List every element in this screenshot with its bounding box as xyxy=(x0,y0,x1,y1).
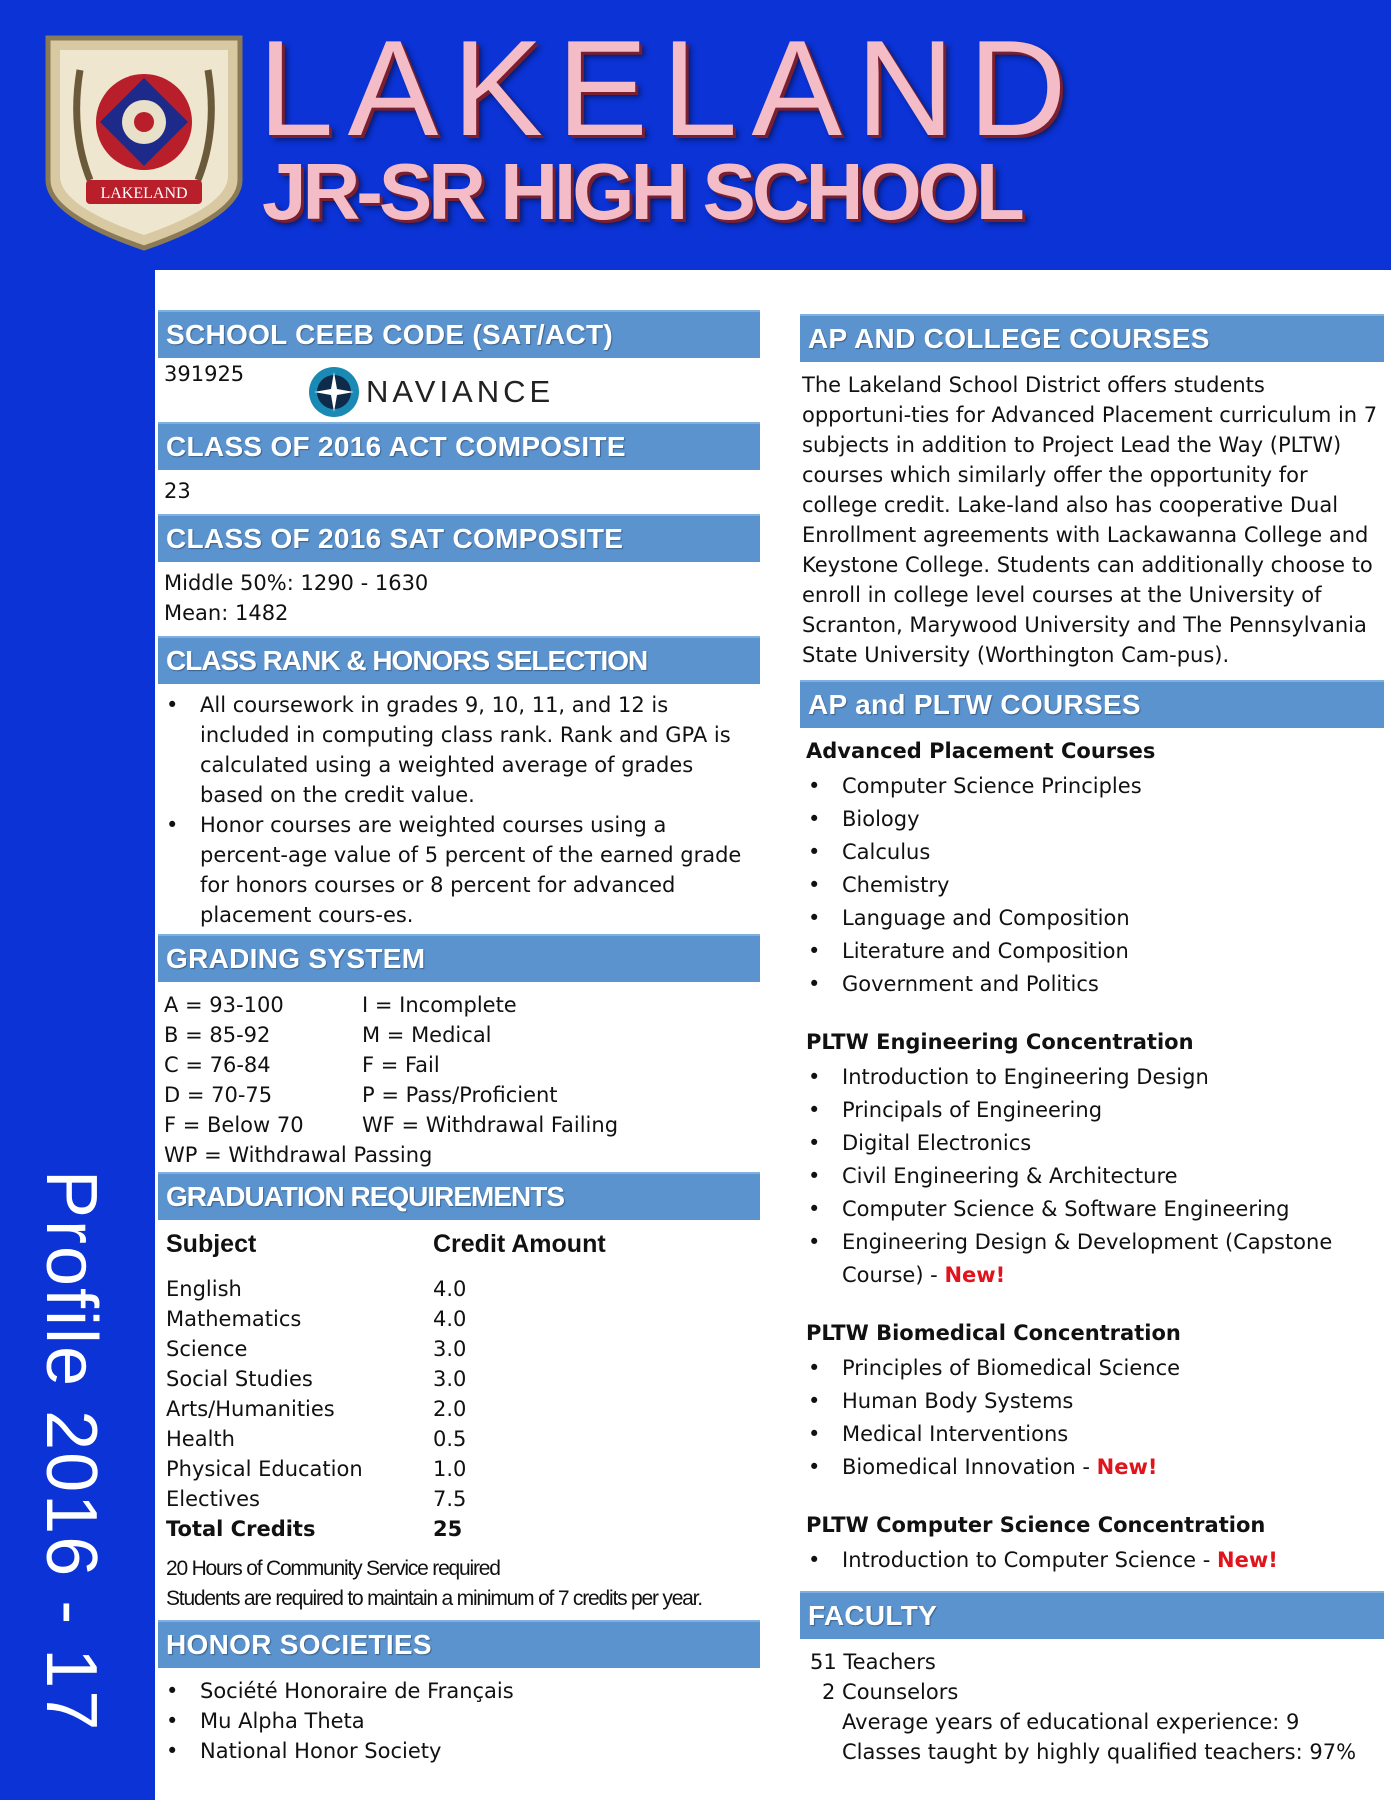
bullet-dot-icon: • xyxy=(808,1197,821,1221)
bullet-dot-icon: • xyxy=(808,1455,821,1479)
graduation-table xyxy=(158,1220,760,1544)
naviance-wordmark: NAVIANCE xyxy=(366,374,555,409)
grading-table xyxy=(158,982,760,1170)
bullet-dot-icon: • xyxy=(808,774,821,798)
table-row: Electives 7.5 xyxy=(166,1487,467,1511)
bullet-dot-icon: • xyxy=(808,873,821,897)
bullet-dot-icon: • xyxy=(808,1389,821,1413)
bullet-dot-icon: • xyxy=(808,1065,821,1089)
course-group-title: Advanced Placement Courses xyxy=(806,739,1156,763)
honor-heading: HONOR SOCIETIES xyxy=(158,1620,760,1668)
course-name: Civil Engineering & Architecture xyxy=(842,1164,1178,1188)
course-name: Calculus xyxy=(842,840,931,864)
bullet-dot-icon: • xyxy=(808,1356,821,1380)
credits-per-year-note: Students are required to maintain a minimum of 7 credits per year. xyxy=(166,1587,702,1610)
table-header xyxy=(166,1230,760,1274)
sat-middle: Middle 50%: 1290 - 1630 xyxy=(164,571,429,595)
list-item xyxy=(800,1418,1384,1451)
list-item xyxy=(800,1193,1384,1226)
list-item xyxy=(800,1226,1384,1292)
school-title: LAKELAND xyxy=(258,12,1081,164)
school-subtitle: JR-SR HIGH SCHOOL xyxy=(262,147,1021,236)
bullet-dot-icon: • xyxy=(808,1164,821,1188)
credit-column-header: Credit Amount xyxy=(433,1230,606,1258)
course-name: Chemistry xyxy=(842,873,950,897)
course-list xyxy=(800,1061,1384,1292)
list-item xyxy=(800,1094,1384,1127)
new-badge: New! xyxy=(1096,1455,1158,1479)
grade-cell: F = Fail xyxy=(362,1053,440,1077)
bullet-dot-icon: • xyxy=(808,807,821,831)
list-item xyxy=(800,803,1384,836)
grade-cell: WP = Withdrawal Passing xyxy=(164,1143,433,1167)
list-item xyxy=(800,1061,1384,1094)
table-row: Science 3.0 xyxy=(166,1337,467,1361)
course-group-title: PLTW Computer Science Concentration xyxy=(806,1513,1266,1537)
course-name: Introduction to Computer Science - xyxy=(842,1548,1218,1572)
bullet-dot-icon: • xyxy=(808,1098,821,1122)
bullet-dot-icon: • xyxy=(808,1548,821,1572)
new-badge: New! xyxy=(944,1263,1006,1287)
qualified-stat: Classes taught by highly qualified teachers: 97% xyxy=(842,1740,1357,1764)
list-item xyxy=(800,1451,1384,1484)
bullet-dot-icon: • xyxy=(808,1230,821,1254)
list-item xyxy=(800,1352,1384,1385)
bullet-dot-icon: • xyxy=(808,906,821,930)
list-item xyxy=(800,935,1384,968)
counselor-count: 2 Counselors xyxy=(822,1680,959,1704)
course-name: Language and Composition xyxy=(842,906,1130,930)
grade-cell: A = 93-100 xyxy=(164,993,284,1017)
course-name: Medical Interventions xyxy=(842,1422,1069,1446)
ap-pltw-heading: AP and PLTW COURSES xyxy=(800,680,1384,728)
grade-cell: F = Below 70 xyxy=(164,1113,304,1137)
act-value: 23 xyxy=(164,479,191,503)
course-group-title: PLTW Biomedical Concentration xyxy=(806,1321,1181,1345)
bullet-dot-icon: • xyxy=(808,1422,821,1446)
list-item xyxy=(800,1544,1384,1577)
table-row: English 4.0 xyxy=(166,1277,467,1301)
course-name: Introduction to Engineering Design xyxy=(842,1065,1209,1089)
table-row: Health 0.5 xyxy=(166,1427,467,1451)
course-name: Government and Politics xyxy=(842,972,1099,996)
bullet-dot-icon: • xyxy=(166,1709,179,1733)
course-list xyxy=(800,1352,1384,1484)
course-groups xyxy=(800,736,1384,1577)
new-badge: New! xyxy=(1217,1548,1278,1572)
graduation-heading: GRADUATION REQUIREMENTS xyxy=(158,1172,760,1220)
bullet-dot-icon: • xyxy=(808,1131,821,1155)
course-name: Biology xyxy=(842,807,920,831)
school-crest-icon xyxy=(40,30,248,252)
right-column xyxy=(800,314,1384,1767)
act-heading: CLASS OF 2016 ACT COMPOSITE xyxy=(158,422,760,470)
table-row: Mathematics 4.0 xyxy=(166,1307,467,1331)
sat-mean: Mean: 1482 xyxy=(164,601,289,625)
list-item: • National Honor Society xyxy=(158,1736,760,1766)
bullet-dot-icon: • xyxy=(166,1739,179,1763)
course-list xyxy=(800,770,1384,1001)
bullet-dot-icon: • xyxy=(808,939,821,963)
ap-college-paragraph: The Lakeland School District offers students opportuni-ties for Advanced Placement curriculum in 7 subjects in addition to Project Lead the Way (PLTW) courses which similarly offer the opportunity for college credit. Lake-land also has cooperative Dual Enrollment agreements with Lackawanna College and Keystone College. Students can additionally choose to enroll in college level courses at the University of Scranton, Marywood University and The Pennsylvania State University (Worthington Cam-pus). xyxy=(802,373,1378,667)
faculty-block xyxy=(800,1639,1384,1767)
course-name: Principles of Biomedical Science xyxy=(842,1356,1181,1380)
course-list xyxy=(800,1544,1384,1577)
sat-heading: CLASS OF 2016 SAT COMPOSITE xyxy=(158,514,760,562)
total-row: Total Credits 25 xyxy=(166,1517,463,1541)
grading-heading: GRADING SYSTEM xyxy=(158,934,760,982)
course-name: Literature and Composition xyxy=(842,939,1129,963)
crest-text: LAKELAND xyxy=(100,185,188,202)
rank-list xyxy=(158,684,760,934)
table-row: Social Studies 3.0 xyxy=(166,1367,467,1391)
community-service-note: 20 Hours of Community Service required xyxy=(166,1557,500,1580)
list-item: • Société Honoraire de Français xyxy=(158,1676,760,1706)
list-item: • All coursework in grades 9, 10, 11, and 12 is included in computing class rank. Rank and GPA is calculated using a weighted average of grades based on the credit value. xyxy=(158,690,760,810)
list-item xyxy=(800,1385,1384,1418)
grade-cell: I = Incomplete xyxy=(362,993,517,1017)
naviance-logo xyxy=(308,366,554,418)
grade-cell: WF = Withdrawal Failing xyxy=(362,1113,619,1137)
table-row: Physical Education 1.0 xyxy=(166,1457,467,1481)
bullet-dot-icon: • xyxy=(808,840,821,864)
ceeb-code: 391925 xyxy=(164,362,245,386)
faculty-heading: FACULTY xyxy=(800,1591,1384,1639)
subject-column-header: Subject xyxy=(166,1230,257,1258)
sat-block xyxy=(158,562,760,636)
list-item xyxy=(800,1160,1384,1193)
list-item xyxy=(800,836,1384,869)
grade-cell: D = 70-75 xyxy=(164,1083,273,1107)
list-item xyxy=(800,968,1384,1001)
teacher-count: 51 Teachers xyxy=(810,1650,936,1674)
grade-cell: P = Pass/Proficient xyxy=(362,1083,558,1107)
rank-heading: CLASS RANK & HONORS SELECTION xyxy=(158,636,760,684)
ceeb-row xyxy=(158,358,760,422)
list-item xyxy=(800,869,1384,902)
bullet-dot-icon: • xyxy=(166,813,179,837)
list-item xyxy=(800,1127,1384,1160)
course-name: Digital Electronics xyxy=(842,1131,1032,1155)
list-item: • Mu Alpha Theta xyxy=(158,1706,760,1736)
course-name: Principals of Engineering xyxy=(842,1098,1103,1122)
bullet-dot-icon: • xyxy=(166,693,179,717)
list-item: • Honor courses are weighted courses using a percent-age value of 5 percent of the earned grade for honors courses or 8 percent for advanced placement cours-es. xyxy=(158,810,760,930)
grade-cell: M = Medical xyxy=(362,1023,492,1047)
course-name: Biomedical Innovation - xyxy=(842,1455,1097,1479)
course-name: Computer Science & Software Engineering xyxy=(842,1197,1290,1221)
list-item xyxy=(800,770,1384,803)
profile-year-label: Profile 2016 - 17 xyxy=(31,1170,111,1733)
honor-list xyxy=(158,1668,760,1766)
ceeb-heading: SCHOOL CEEB CODE (SAT/ACT) xyxy=(158,310,760,358)
left-column xyxy=(158,310,760,1766)
table-row: Arts/Humanities 2.0 xyxy=(166,1397,467,1421)
grade-cell: B = 85-92 xyxy=(164,1023,271,1047)
list-item xyxy=(800,902,1384,935)
graduation-notes xyxy=(158,1544,760,1620)
naviance-star-icon xyxy=(308,366,360,418)
bullet-dot-icon: • xyxy=(808,972,821,996)
course-group-title: PLTW Engineering Concentration xyxy=(806,1030,1194,1054)
course-name: Engineering Design & Development (Capstone Course) - xyxy=(842,1230,1339,1287)
bullet-dot-icon: • xyxy=(166,1679,179,1703)
experience-stat: Average years of educational experience: 9 xyxy=(842,1710,1300,1734)
ap-college-heading: AP AND COLLEGE COURSES xyxy=(800,314,1384,362)
course-name: Computer Science Principles xyxy=(842,774,1142,798)
course-name: Human Body Systems xyxy=(842,1389,1074,1413)
grade-cell: C = 76-84 xyxy=(164,1053,271,1077)
